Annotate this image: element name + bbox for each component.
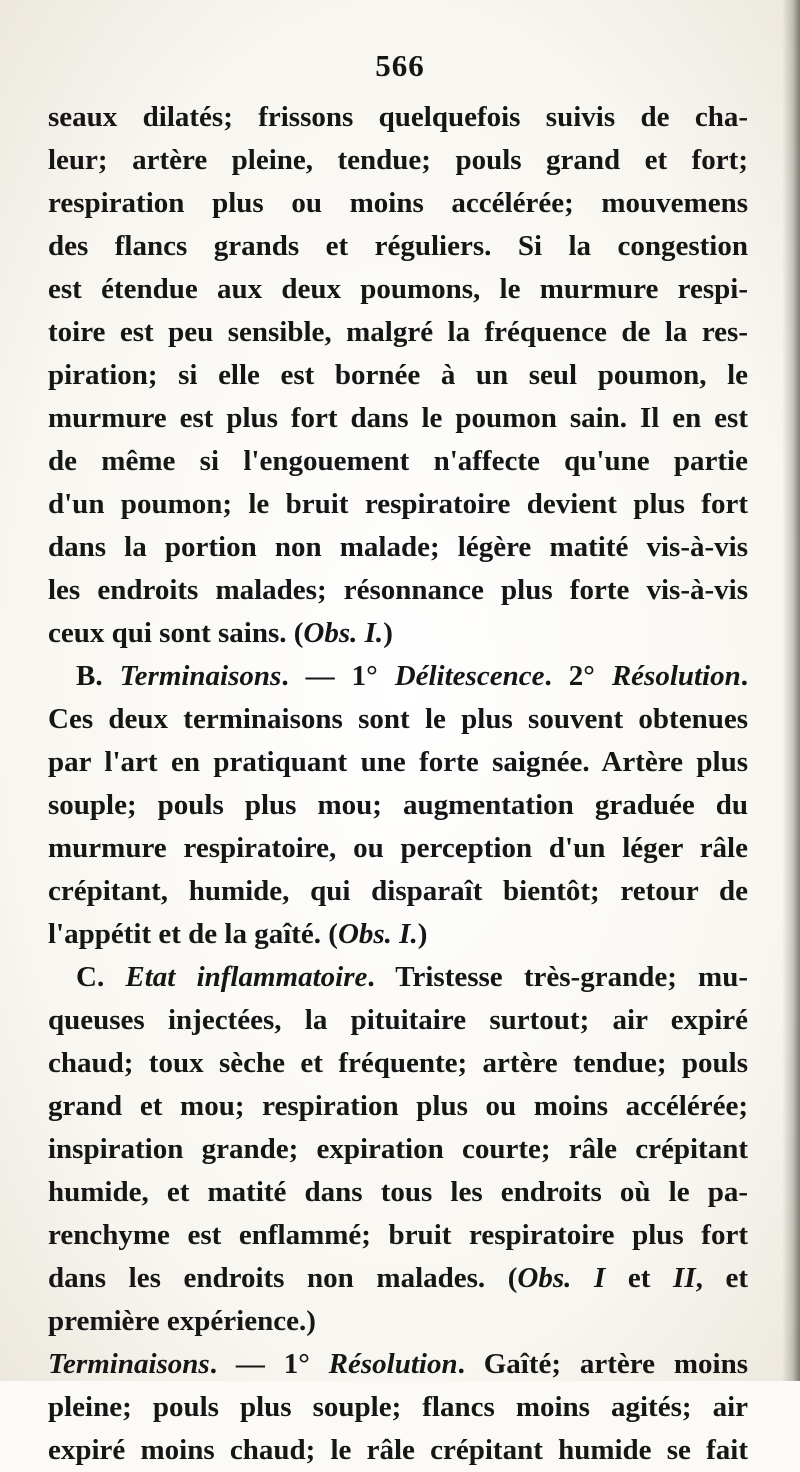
text-line: toire est peu sensible, malgré la fréquence de la res-: [48, 316, 748, 348]
text-line: dans les endroits non malades. (Obs. I et II, et: [48, 1262, 749, 1294]
text-line: murmure respiratoire, ou perception d'un léger râle: [48, 832, 748, 864]
text-line: souple; pouls plus mou; augmentation graduée du: [48, 789, 748, 821]
text-line: dans la portion non malade; légère matité vis-à-vis: [48, 531, 748, 563]
text-line: inspiration grande; expiration courte; râle crépitant: [48, 1133, 748, 1165]
text-line: murmure est plus fort dans le poumon sain. Il en est: [48, 402, 748, 434]
text-line: renchyme est enflammé; bruit respiratoire plus fort: [48, 1219, 748, 1251]
text-line: Ces deux terminaisons sont le plus souvent obtenues: [48, 703, 748, 735]
text-line: leur; artère pleine, tendue; pouls grand et fort;: [48, 144, 748, 176]
text-line: seaux dilatés; frissons quelquefois suivis de cha-: [48, 101, 748, 133]
text-line: grand et mou; respiration plus ou moins accélérée;: [48, 1090, 748, 1122]
text-line: ceux qui sont sains. (Obs. I.): [48, 617, 393, 649]
section-heading-b: B. Terminaisons. — 1° Délitescence. 2° Résolution.: [76, 660, 748, 692]
page-edge-shadow: [782, 0, 800, 1381]
text-line: de même si l'engouement n'affecte qu'une partie: [48, 445, 748, 477]
text-line: expiré moins chaud; le râle crépitant humide se fait: [48, 1434, 748, 1466]
text-line: l'appétit et de la gaîté. (Obs. I.): [48, 918, 428, 950]
text-line: chaud; toux sèche et fréquente; artère tendue; pouls: [48, 1047, 748, 1079]
text-line: crépitant, humide, qui disparaît bientôt; retour de: [48, 875, 748, 907]
text-line: queuses injectées, la pituitaire surtout; air expiré: [48, 1004, 748, 1036]
text-line: humide, et matité dans tous les endroits où le pa-: [48, 1176, 748, 1208]
text-line: respiration plus ou moins accélérée; mouvemens: [48, 187, 748, 219]
text-line: des flancs grands et réguliers. Si la congestion: [48, 230, 748, 262]
text-line: piration; si elle est bornée à un seul poumon, le: [48, 359, 748, 391]
text-line: pleine; pouls plus souple; flancs moins agités; air: [48, 1391, 748, 1423]
body-text: [48, 96, 748, 1472]
text-line: les endroits malades; résonnance plus forte vis-à-vis: [48, 574, 748, 606]
text-line: d'un poumon; le bruit respiratoire devient plus fort: [48, 488, 748, 520]
text-line: par l'art en pratiquant une forte saignée. Artère plus: [48, 746, 748, 778]
subsection-heading: Terminaisons. — 1° Résolution. Gaîté; artère moins: [48, 1348, 748, 1380]
text-line: première expérience.): [48, 1305, 316, 1337]
section-heading-c: C. Etat inflammatoire. Tristesse très-grande; mu-: [76, 961, 749, 993]
text-line: est étendue aux deux poumons, le murmure respi-: [48, 273, 748, 305]
page-number: 566: [375, 48, 425, 83]
